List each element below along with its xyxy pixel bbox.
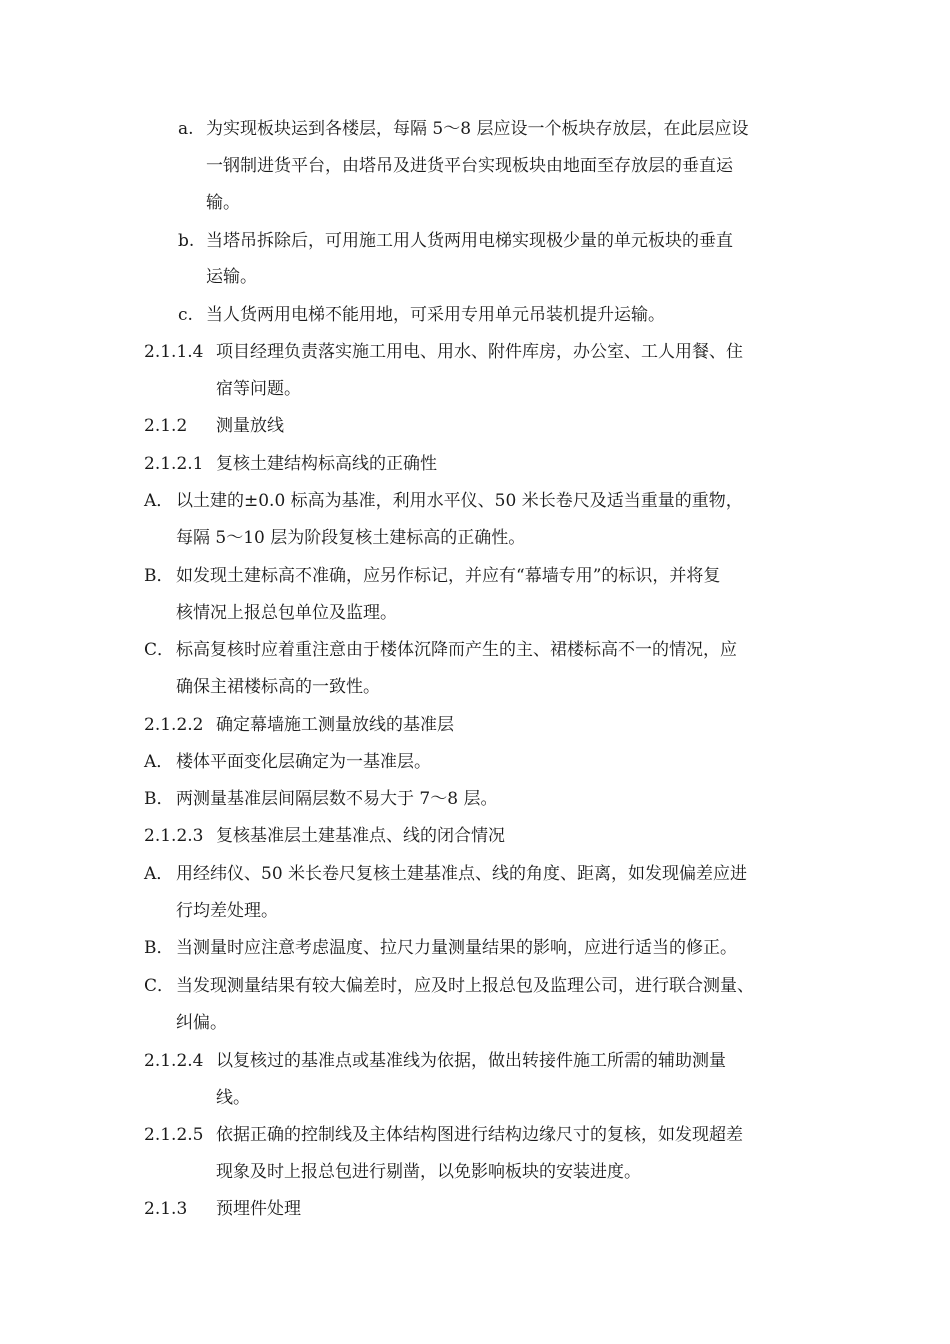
item-b-line-2: 运输。 (206, 267, 257, 287)
item-a-line-1: 为实现板块运到各楼层，每隔 5～8 层应设一个板块存放层，在此层应设 (206, 119, 749, 139)
section-2123-b-line-1: 当测量时应注意考虑温度、拉尺力量测量结果的影响，应进行适当的修正。 (176, 938, 737, 958)
item-a-line-3: 输。 (206, 193, 240, 213)
section-2121-c-line-2: 确保主裙楼标高的一致性。 (176, 677, 380, 697)
section-2123-a-line-2: 行均差处理。 (176, 901, 278, 921)
list-marker-2122-a: A． (144, 752, 174, 772)
section-number-212: 2.1.2 (144, 416, 188, 436)
section-2123-c-line-1: 当发现测量结果有较大偏差时，应及时上报总包及监理公司，进行联合测量、 (176, 976, 754, 996)
section-number-2114: 2.1.1.4 (144, 342, 204, 362)
section-number-2121: 2.1.2.1 (144, 454, 204, 474)
item-c-line-1: 当人货两用电梯不能用地，可采用专用单元吊装机提升运输。 (206, 305, 665, 325)
section-2122-a-line-1: 楼体平面变化层确定为一基准层。 (176, 752, 431, 772)
section-2123-c-line-2: 纠偏。 (176, 1013, 227, 1033)
section-2121-a-line-1: 以土建的±0.0 标高为基准，利用水平仪、50 米长卷尺及适当重量的重物， (176, 491, 743, 511)
section-number-2123: 2.1.2.3 (144, 826, 204, 846)
list-marker-b: b. (178, 231, 195, 251)
list-marker-2123-b: B． (144, 938, 174, 958)
section-2122-b-line-1: 两测量基准层间隔层数不易大于 7～8 层。 (176, 789, 498, 809)
section-number-2125: 2.1.2.5 (144, 1125, 204, 1145)
section-number-2124: 2.1.2.4 (144, 1051, 204, 1071)
list-marker-2123-c: C． (144, 976, 175, 996)
section-2114-line-1: 项目经理负责落实施工用电、用水、附件库房，办公室、工人用餐、住 (216, 342, 743, 362)
section-2121-a-line-2: 每隔 5～10 层为阶段复核土建标高的正确性。 (176, 528, 526, 548)
section-2121-b-line-1: 如发现土建标高不准确，应另作标记，并应有“幕墙专用”的标识，并将复 (176, 566, 721, 586)
list-marker-2121-a: A． (144, 491, 174, 511)
list-marker-c: c. (178, 305, 193, 325)
section-2124-line-2: 线。 (216, 1088, 250, 1108)
section-2121-b-line-2: 核情况上报总包单位及监理。 (176, 603, 397, 623)
list-marker-a: a. (178, 119, 194, 139)
list-marker-2121-b: B． (144, 566, 174, 586)
section-2114-line-2: 宿等问题。 (216, 379, 301, 399)
list-marker-2122-b: B． (144, 789, 174, 809)
list-marker-2121-c: C． (144, 640, 175, 660)
section-213-title: 预埋件处理 (216, 1199, 301, 1219)
item-a-line-2: 一钢制进货平台，由塔吊及进货平台实现板块由地面至存放层的垂直运 (206, 156, 733, 176)
item-b-line-1: 当塔吊拆除后，可用施工用人货两用电梯实现极少量的单元板块的垂直 (206, 231, 733, 251)
section-2121-title: 复核土建结构标高线的正确性 (216, 454, 437, 474)
section-2123-a-line-1: 用经纬仪、50 米长卷尺复核土建基准点、线的角度、距离，如发现偏差应进 (176, 864, 748, 884)
section-2122-title: 确定幕墙施工测量放线的基准层 (216, 715, 454, 735)
section-2121-c-line-1: 标高复核时应着重注意由于楼体沉降而产生的主、裙楼标高不一的情况，应 (176, 640, 737, 660)
section-2124-line-1: 以复核过的基准点或基准线为依据，做出转接件施工所需的辅助测量 (216, 1051, 726, 1071)
section-212-title: 测量放线 (216, 416, 284, 436)
section-2123-title: 复核基准层土建基准点、线的闭合情况 (216, 826, 505, 846)
section-2125-line-2: 现象及时上报总包进行剔凿，以免影响板块的安装进度。 (216, 1162, 641, 1182)
list-marker-2123-a: A． (144, 864, 174, 884)
section-2125-line-1: 依据正确的控制线及主体结构图进行结构边缘尺寸的复核，如发现超差 (216, 1125, 743, 1145)
section-number-213: 2.1.3 (144, 1199, 188, 1219)
section-number-2122: 2.1.2.2 (144, 715, 204, 735)
